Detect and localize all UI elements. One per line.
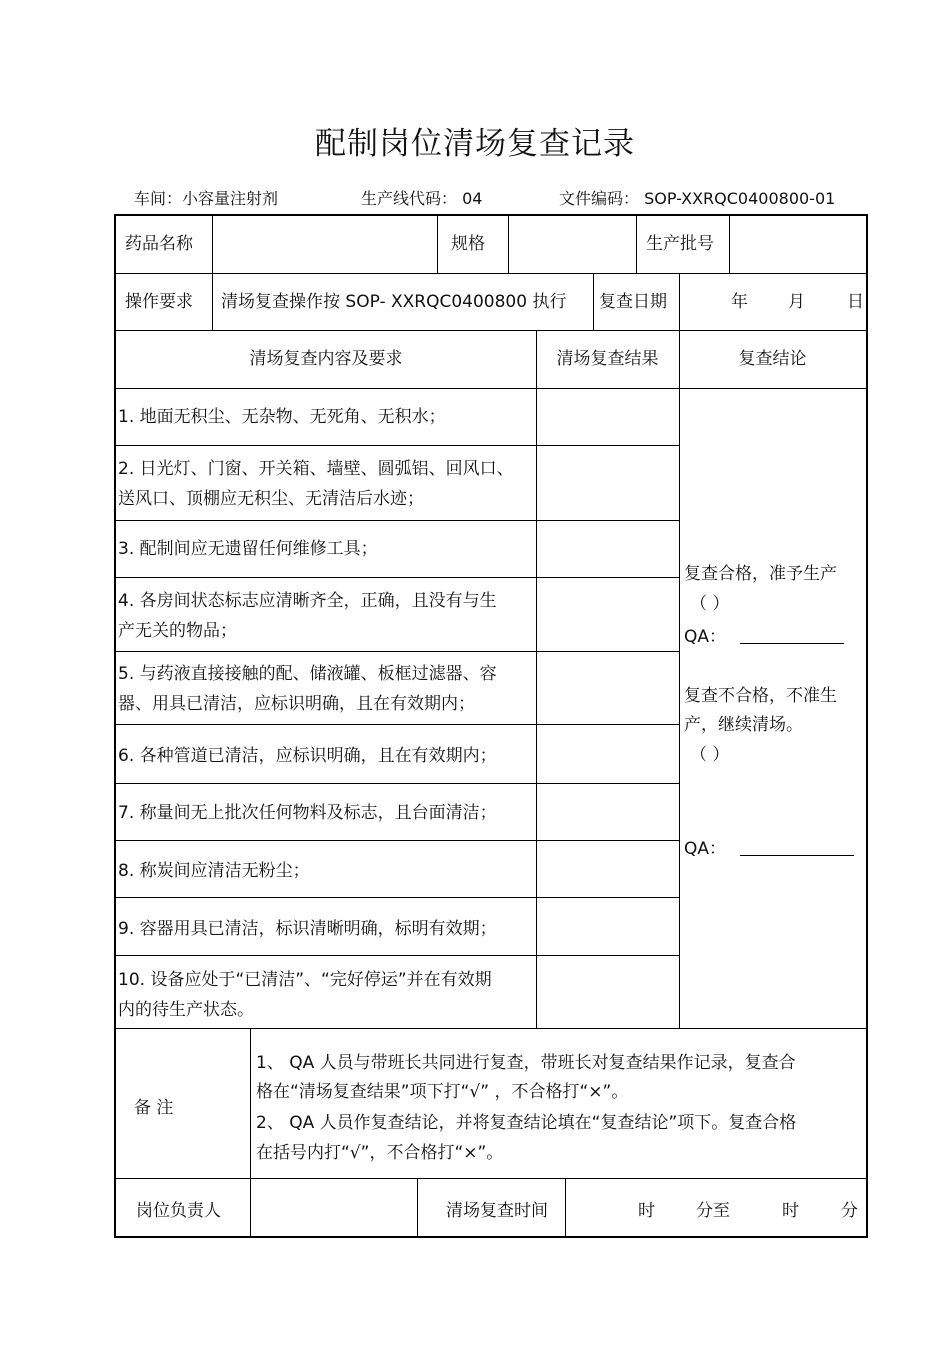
spec-label: 规格: [451, 234, 485, 254]
remarks-line-2: 格在“清场复查结果”项下打“√” ，不合格打“×”。: [256, 1082, 629, 1102]
column-header-result: 清场复查结果: [556, 349, 659, 369]
check-item-1: 1. 地面无积尘、无杂物、无死角、无积水；: [118, 407, 446, 427]
check-item-5-line-1: 5. 与药液直接接触的配、储液罐、板框过滤器、容: [118, 664, 497, 684]
check-item-7: 7. 称量间无上批次任何物料及标志，且台面清洁；: [118, 803, 497, 823]
qa-signature-line: [740, 625, 844, 644]
qa-label: QA：: [684, 839, 727, 859]
workshop-label: 车间：小容量注射剂: [134, 189, 279, 208]
conclusion-fail-line-2: 产，继续清场。: [684, 715, 803, 735]
time-hour-1: 时: [638, 1201, 655, 1221]
operation-requirement-value: 清场复查操作按 SOP- XXRQC0400800 执行: [221, 292, 567, 312]
conclusion-fail-line-1: 复查不合格，不准生: [684, 686, 837, 706]
qa-label: QA：: [684, 627, 727, 647]
check-item-4-line-2: 产无关的物品；: [118, 621, 237, 641]
check-date-label: 复查日期: [599, 292, 667, 312]
doc-number-label: 文件编码： SOP-XXRQC0400800-01: [559, 189, 836, 208]
operation-requirement-label: 操作要求: [125, 292, 193, 312]
line-code-label: 生产线代码： 04: [361, 189, 483, 208]
check-item-2-line-1: 2. 日光灯、门窗、开关箱、墙壁、圆弧铝、回风口、: [118, 459, 514, 479]
conclusion-pass-qa: [684, 622, 844, 652]
remarks-line-3: 2、 QA 人员作复查结论，并将复查结论填在“复查结论”项下。复查合格: [256, 1113, 797, 1133]
check-item-2-line-2: 送风口、顶棚应无积尘、无清洁后水迹；: [118, 489, 424, 509]
time-minute: 分: [841, 1201, 858, 1221]
check-item-10-line-2: 内的待生产状态。: [118, 1000, 254, 1020]
check-item-10-line-1: 10. 设备应处于“已清洁”、“完好停运”并在有效期: [118, 970, 492, 990]
remarks-label: 备 注: [134, 1098, 174, 1118]
date-day: 日: [847, 292, 864, 312]
check-item-9: 9. 容器用具已清洁，标识清晰明确，标明有效期；: [118, 919, 497, 939]
record-table: [114, 214, 868, 1238]
conclusion-pass-parentheses: （ ）: [690, 594, 730, 614]
time-hour-2: 时: [782, 1201, 799, 1221]
check-item-6: 6. 各种管道已清洁，应标识明确，且在有效期内；: [118, 746, 497, 766]
post-owner-label: 岗位负责人: [136, 1201, 221, 1221]
check-item-8: 8. 称炭间应清洁无粉尘；: [118, 861, 310, 881]
check-time-label: 清场复查时间: [446, 1201, 548, 1221]
check-item-4-line-1: 4. 各房间状态标志应清晰齐全，正确，且没有与生: [118, 591, 497, 611]
date-year: 年: [731, 292, 748, 312]
date-month: 月: [788, 292, 805, 312]
column-header-content: 清场复查内容及要求: [249, 349, 403, 369]
qa-signature-line: [740, 837, 854, 856]
batch-number-label: 生产批号: [646, 234, 714, 254]
conclusion-fail-parentheses: （ ）: [690, 745, 730, 765]
check-item-5-line-2: 器、用具已清洁，应标识明确，且在有效期内；: [118, 694, 475, 714]
time-minute-to: 分至: [696, 1201, 730, 1221]
drug-name-label: 药品名称: [125, 234, 193, 254]
remarks-line-1: 1、 QA 人员与带班长共同进行复查，带班长对复查结果作记录，复查合: [256, 1053, 796, 1073]
page-title: 配制岗位清场复查记录: [315, 126, 635, 162]
column-header-conclusion: 复查结论: [738, 349, 807, 369]
conclusion-fail-qa: [684, 834, 854, 864]
remarks-line-4: 在括号内打“√”，不合格打“×”。: [256, 1143, 504, 1163]
check-item-3: 3. 配制间应无遗留任何维修工具；: [118, 539, 378, 559]
conclusion-pass: 复查合格，准予生产: [684, 564, 837, 584]
